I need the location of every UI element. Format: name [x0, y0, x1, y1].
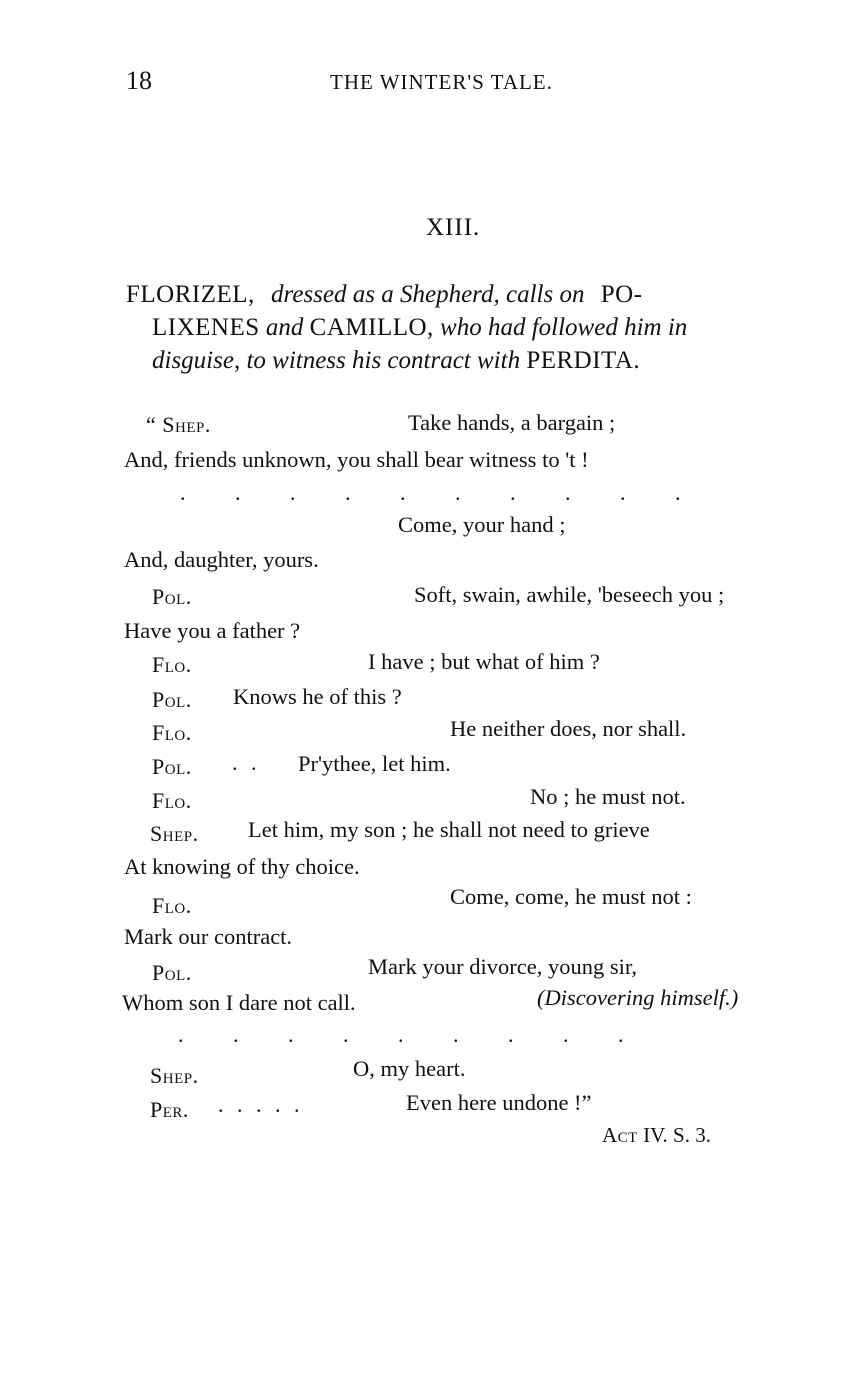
- dialogue-line: And, daughter, yours.: [124, 547, 319, 572]
- dialogue-line: O, my heart.: [353, 1056, 466, 1081]
- dialogue-line: Soft, swain, awhile, 'beseech you ;: [414, 582, 725, 607]
- speaker-label: Flo.: [152, 893, 192, 918]
- dialogue-line: Mark our contract.: [124, 924, 293, 949]
- page-number: 18: [126, 66, 152, 95]
- speaker-label: Shep.: [150, 821, 199, 846]
- argument-italic: and: [265, 314, 304, 341]
- act-label: Act: [602, 1123, 638, 1147]
- dialogue-line: Have you a father ?: [124, 618, 301, 643]
- argument-name: CAMILLO,: [309, 314, 434, 341]
- dialogue-line: He neither does, nor shall.: [450, 716, 687, 741]
- act-scene-number: IV. S. 3.: [643, 1123, 711, 1147]
- argument-name: FLORIZEL,: [126, 281, 255, 308]
- argument-name: PERDITA.: [526, 347, 641, 374]
- dialogue-line: At knowing of thy choice.: [124, 854, 360, 879]
- speaker-label: Flo.: [152, 788, 192, 813]
- dialogue-line: And, friends unknown, you shall bear witness to 't !: [124, 447, 589, 472]
- argument-name: LIXENES: [152, 314, 260, 341]
- dialogue-line: No ; he must not.: [530, 784, 686, 809]
- dialogue-line: Come, come, he must not :: [450, 884, 692, 909]
- ellipsis-row: . . . . . . . . .: [178, 1022, 624, 1047]
- running-title: THE WINTER'S TALE.: [330, 70, 553, 94]
- argument-line-2: [152, 311, 687, 345]
- dialogue-line: Take hands, a bargain ;: [408, 410, 616, 435]
- speaker-label: Per.: [150, 1097, 189, 1122]
- argument-italic: who had followed him in: [440, 314, 688, 341]
- argument-name: PO-: [600, 281, 643, 308]
- speaker-label: Pol.: [152, 584, 192, 609]
- speaker-label: Flo.: [152, 720, 192, 745]
- dialogue-line: Knows he of this ?: [233, 684, 402, 709]
- speaker-label: Pol.: [152, 754, 192, 779]
- ellipsis-row: . . . . .: [218, 1092, 300, 1117]
- dialogue-line: Even here undone !”: [406, 1090, 592, 1115]
- dialogue-line: I have ; but what of him ?: [368, 649, 600, 674]
- argument-italic: dressed as a Shepherd, calls on: [271, 281, 585, 308]
- argument-line-1: [126, 278, 643, 312]
- dialogue-line: Pr'ythee, let him.: [298, 751, 451, 776]
- ellipsis-row: . .: [232, 750, 257, 775]
- dialogue-line: Mark your divorce, young sir,: [368, 954, 638, 979]
- argument-line-3: [152, 344, 640, 378]
- dialogue-line: Come, your hand ;: [398, 512, 566, 537]
- speaker-label: Shep.: [150, 1063, 199, 1088]
- section-numeral: XIII.: [426, 214, 481, 241]
- act-scene-reference: [602, 1123, 711, 1148]
- argument-italic: disguise, to witness his contract with: [152, 347, 521, 374]
- speaker-label: Pol.: [152, 687, 192, 712]
- ellipsis-row: . . . . . . . . . .: [180, 480, 681, 505]
- speaker-label: Flo.: [152, 652, 192, 677]
- dialogue-line: Let him, my son ; he shall not need to grieve: [248, 817, 650, 842]
- speaker-label: Pol.: [152, 960, 192, 985]
- stage-direction: (Discovering himself.): [537, 985, 739, 1010]
- dialogue-line: Whom son I dare not call.: [122, 990, 356, 1015]
- speaker-label: “ Shep.: [146, 412, 211, 437]
